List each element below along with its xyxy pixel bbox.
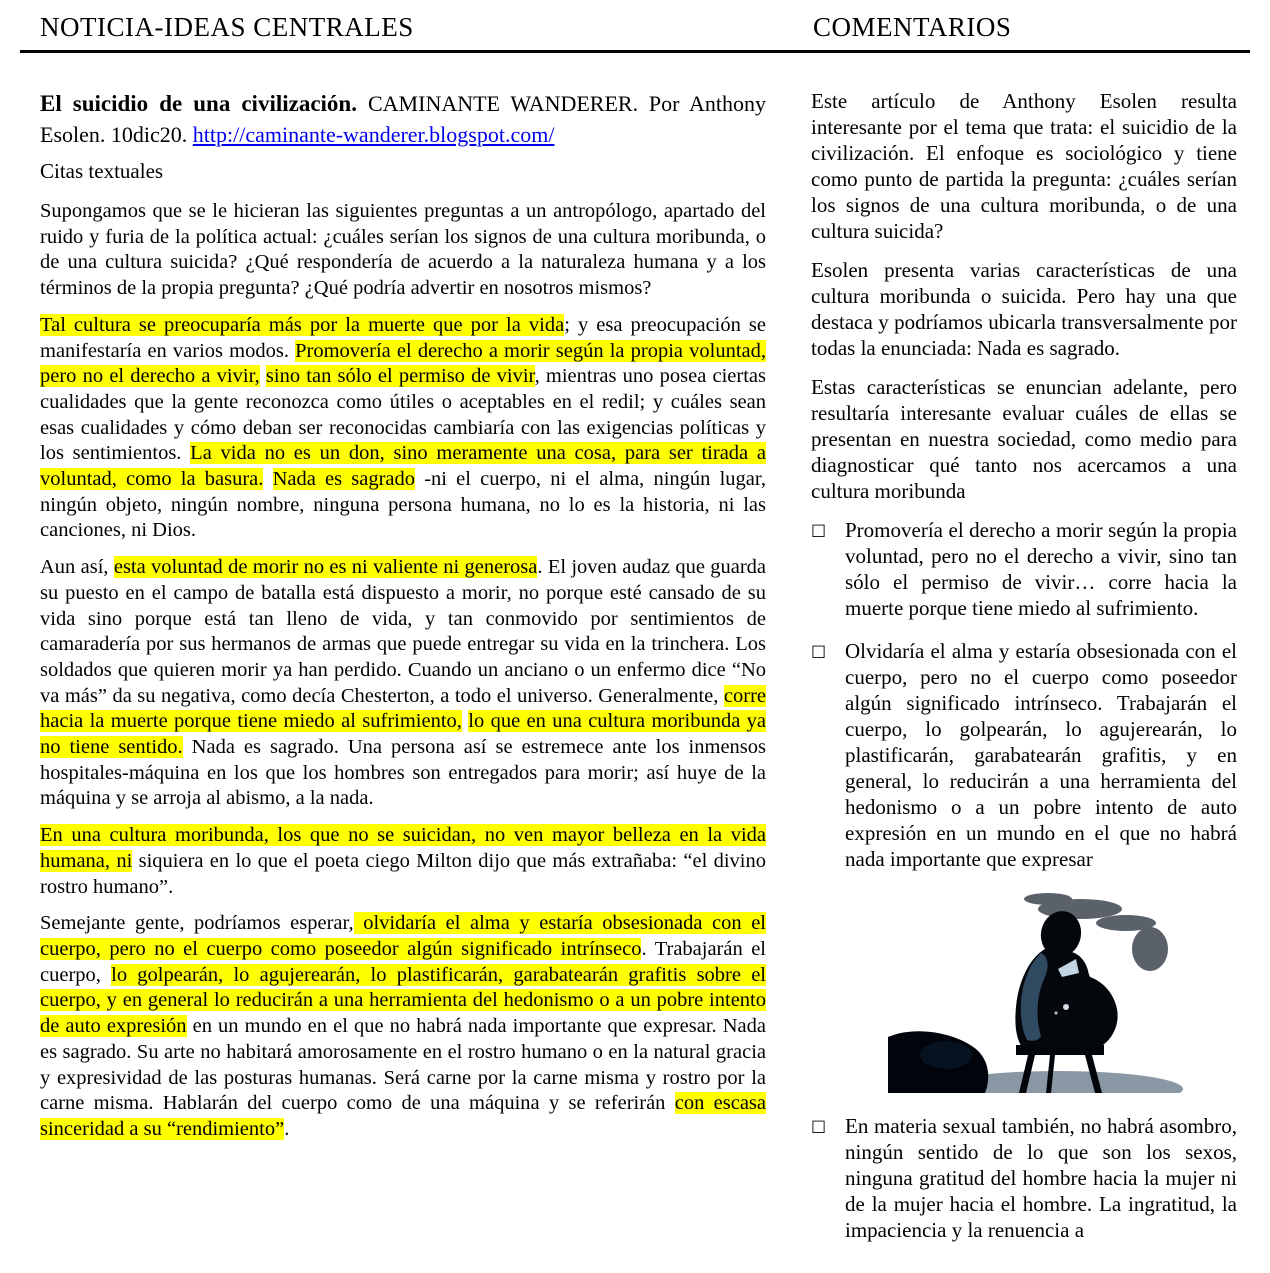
highlighted-text: En una cultura moribunda, los que no se suicidan, no ven mayor belleza en la vida humana, ni <box>40 824 766 872</box>
highlighted-text: esta voluntad de morir no es ni valiente ni generosa <box>113 556 538 579</box>
highlighted-text: Tal cultura se preocuparía más por la muerte que por la vida <box>40 313 565 336</box>
text-run: siquiera en lo que el poeta ciego Milton dijo que más extrañaba: “el divino rostro humano”. <box>40 849 766 898</box>
bullet-item <box>811 517 1237 621</box>
text-run: en un mundo en el que no habrá nada importante que expresar. Nada es sagrado. Su arte no habitará amorosamente en el rostro humano o en la natural gracia y expresividad de las posturas humanas. Será carne por la carne misma y rostro por la carne misma. Hablarán del cuerpo como de una máquina y se referirán <box>40 1015 767 1115</box>
text-run: , mientras uno posea ciertas cualidades que la gente reconozca como útiles o aceptables en el redil; y cuáles sean esas cualidades y cómo deban ser reconocidas cambiaría con las exigencias políticas y los sentimientos. <box>40 365 766 465</box>
comment-bullets-bottom <box>811 1113 1237 1243</box>
square-bullet-icon: □ <box>811 1116 827 1135</box>
text-run: -ni el cuerpo, ni el alma, ningún lugar, ningún objeto, ningún nombre, ninguna persona humana, no lo es la historia, ni las canciones, ni Dios. <box>40 468 766 542</box>
comments-column <box>811 88 1237 1260</box>
highlighted-text: Promovería el derecho a morir según la propia voluntad, pero no el derecho a vivir, <box>40 339 767 388</box>
article-url-link[interactable]: http://caminante-wanderer.blogspot.com/ <box>192 122 555 147</box>
quote-paragraph <box>40 911 766 1142</box>
text-run: CAMINANTE WANDERER. Por Anthony Esolen. 10dic20. <box>40 91 766 147</box>
highlighted-text: olvidaría el alma y estaría obsesionada con el cuerpo, pero no el cuerpo como poseedor algún significado intrínseco <box>40 912 767 960</box>
text-run: . El joven audaz que guarda su puesto en el campo de batalla está dispuesto a morir, no porque esté cansado de su vida sino porque está tan lleno de vida, y tan conmovido por sentimientos de camaradería por sus hermanos de armas que puede entregar su vida en la trinchera. Los soldados que quieren morir ya han perdido. Cuando un anciano o un enfermo dice “No va más” da su negativa, como decía Chesterton, a todo el universo. Generalmente, <box>40 556 766 707</box>
text-run: . Trabajarán el cuerpo, <box>40 937 766 986</box>
highlighted-text: La vida no es un don, sino meramente una cosa, para ser tirada a voluntad, como la basura. <box>40 442 766 491</box>
comment-paragraph: Estas características se enuncian adelante, pero resultaría interesante evaluar cuáles de ellas se presentan en nuestra sociedad, como medio para diagnosticar qué tanto nos acercamos a una cultura moribunda <box>811 375 1237 503</box>
text-run: Supongamos que se le hicieran las siguientes preguntas a un antropólogo, apartado del ruido y furia de la política actual: ¿cuáles serían los signos de una cultura moribunda, o de una cultura suicida? ¿Qué respondería de acuerdo a la naturaleza humana y a los términos de la propia pregunta? ¿Qué podría advertir en nosotros mismos? <box>40 200 766 300</box>
bullet-item <box>811 638 1237 872</box>
text-run: Aun así, <box>40 556 114 579</box>
comment-paragraph: Este artículo de Anthony Esolen resulta interesante por el tema que trata: el suicidio de la civilización. El enfoque es sociológico y tiene como punto de partida la pregunta: ¿cuáles serían los signos de una cultura moribunda, o de una cultura suicida? <box>811 89 1237 243</box>
quote-paragraph <box>40 313 766 544</box>
text-run <box>263 468 272 490</box>
left-column-header: NOTICIA-IDEAS CENTRALES <box>40 12 414 42</box>
text-run: ; y esa preocupación se manifestaría en varios modos. <box>40 313 766 362</box>
news-ideas-column <box>40 88 766 1154</box>
section-label: Citas textuales <box>40 159 164 183</box>
highlighted-text: Nada es sagrado <box>272 468 416 491</box>
text-run: Semejante gente, podríamos esperar, <box>40 912 354 935</box>
square-bullet-icon: □ <box>811 520 827 539</box>
highlighted-text: corre hacia la muerte porque tiene miedo al sufrimiento, <box>40 684 766 733</box>
quotes-paragraphs <box>40 199 766 1143</box>
text-run <box>260 365 266 387</box>
highlighted-text: lo golpearán, lo agujerearán, lo plastificarán, garabatearán grafitis sobre el cuerpo, y en general lo reducirán a una herramienta del hedonismo o a un pobre intento de auto expresión <box>40 963 766 1038</box>
header-divider-rule <box>20 50 1250 53</box>
crouched-man-silhouette <box>888 889 1202 1093</box>
square-bullet-icon: □ <box>811 641 827 660</box>
bullet-text: En materia sexual también, no habrá asombro, ningún sentido de lo que son los sexos, ninguna gratitud del hombre hacia la mujer ni de la mujer hacia el hombre. La ingratitud, la impaciencia y la renuencia a <box>845 1114 1237 1242</box>
right-column-header: COMENTARIOS <box>813 12 1012 42</box>
quote-paragraph <box>40 555 766 812</box>
bullet-text: Promovería el derecho a morir según la propia voluntad, pero no el derecho a vivir, sino tan sólo el permiso de vivir… corre hacia la muerte porque tiene miedo al sufrimiento. <box>845 518 1237 620</box>
text-run: . <box>284 1117 290 1140</box>
highlighted-text: con escasa sinceridad a su “rendimiento” <box>40 1092 767 1140</box>
highlighted-text: lo que en una cultura moribunda ya no tiene sentido. <box>40 710 766 759</box>
comment-paragraph: Esolen presenta varias características de una cultura moribunda o suicida. Pero hay una que destaca y podríamos ubicarla transversalmente por todas la enunciada: Nada es sagrado. <box>811 258 1237 360</box>
text-run: Nada es sagrado. Una persona así se estremece ante los inmensos hospitales-máquina en los que los hombres son entregados para morir; así huye de la máquina y se arroja al abismo, a la nada. <box>40 736 766 810</box>
quote-paragraph <box>40 199 766 302</box>
bullet-item <box>811 1113 1237 1243</box>
quote-paragraph <box>40 823 766 900</box>
depressed-man-photo <box>888 889 1202 1093</box>
highlighted-text: sino tan sólo el permiso de vivir <box>265 365 535 388</box>
article-title-line <box>40 88 766 150</box>
text-run: El suicidio de una civilización. <box>40 91 368 116</box>
comment-paragraphs <box>811 88 1237 504</box>
comment-bullets-top <box>811 517 1237 872</box>
bullet-text: Olvidaría el alma y estaría obsesionada con el cuerpo, pero no el cuerpo como poseedor algún significado intrínseco. Trabajarán el cuerpo, lo golpearán, lo agujerearán, lo plastificarán, garabatearán grafitis, y en general, lo reducirán a una herramienta del hedonismo o a un pobre intento de auto expresión en un mundo en el que no habrá nada importante que expresar <box>845 639 1237 871</box>
